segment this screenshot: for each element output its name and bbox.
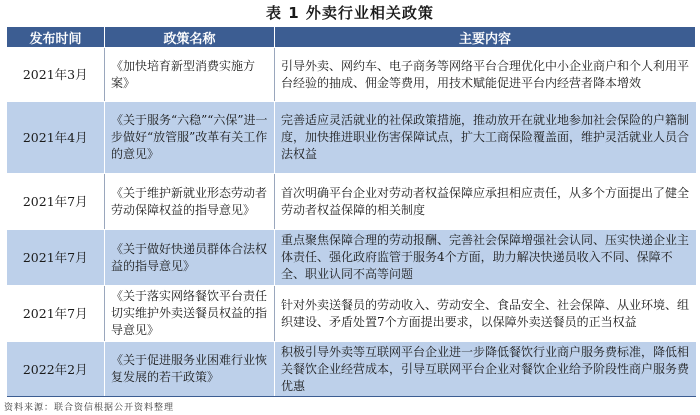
- cell-content: 针对外卖送餐员的劳动收入、劳动安全、食品安全、社会保障、从业环境、组织建设、矛盾处置7个方面提出要求，以保障外卖送餐员的正当权益: [275, 286, 696, 342]
- header-date: 发布时间: [7, 27, 105, 48]
- cell-date: 2021年4月: [7, 102, 105, 174]
- table-title: 表 1 外卖行业相关政策: [266, 4, 434, 22]
- cell-policy-name: 《关于促进服务业困难行业恢复发展的若干政策》: [105, 342, 275, 397]
- cell-policy-name: 《关于做好快递员群体合法权益的指导意见》: [105, 230, 275, 286]
- cell-content: 重点聚焦保障合理的劳动报酬、完善社会保障增强社会认同、压实快递企业主体责任、强化政府监管于服务4个方面，助力解决快递员收入不同、保障不全、职业认同不高等问题: [275, 230, 696, 286]
- table-row: [7, 230, 696, 286]
- table-row: [7, 286, 696, 342]
- cell-date: 2022年2月: [7, 342, 105, 397]
- cell-policy-name: 《加快培育新型消费实施方案》: [105, 48, 275, 102]
- cell-date: 2021年7月: [7, 230, 105, 286]
- table-row: [7, 342, 696, 397]
- cell-date: 2021年3月: [7, 48, 105, 102]
- table-row: [7, 48, 696, 102]
- source-note: 资料来源：联合资信根据公开资料整理: [4, 403, 175, 413]
- table-header-row: [7, 27, 696, 48]
- cell-policy-name: 《关于落实网络餐饮平台责任切实维护外卖送餐员权益的指导意见》: [105, 286, 275, 342]
- cell-date: 2021年7月: [7, 286, 105, 342]
- cell-date: 2021年7月: [7, 174, 105, 230]
- header-policy-name: 政策名称: [105, 27, 275, 48]
- cell-content: 积极引导外卖等互联网平台企业进一步降低餐饮行业商户服务费标准，降低相关餐饮企业经营成本，引导互联网平台企业对餐饮企业给予阶段性商户服务费优惠: [275, 342, 696, 397]
- cell-content: 引导外卖、网约车、电子商务等网络平台合理优化中小企业商户和个人利用平台经验的抽成、佣金等费用，用技术赋能促进平台内经营者降本增效: [275, 48, 696, 102]
- cell-content: 完善适应灵活就业的社保政策措施，推动放开在就业地参加社会保险的户籍制度，加快推进职业伤害保障试点，扩大工商保险覆盖面，维护灵活就业人员合法权益: [275, 102, 696, 174]
- table-row: [7, 174, 696, 230]
- cell-policy-name: 《关于维护新就业形态劳动者劳动保障权益的指导意见》: [105, 174, 275, 230]
- header-main-content: 主要内容: [275, 27, 696, 48]
- cell-content: 首次明确平台企业对劳动者权益保障应承担相应责任，从多个方面提出了健全劳动者权益保障的相关制度: [275, 174, 696, 230]
- cell-policy-name: 《关于服务“六稳”“六保”进一步做好“放管服”改革有关工作的意见》: [105, 102, 275, 174]
- table-row: [7, 102, 696, 174]
- policy-table: [6, 26, 696, 397]
